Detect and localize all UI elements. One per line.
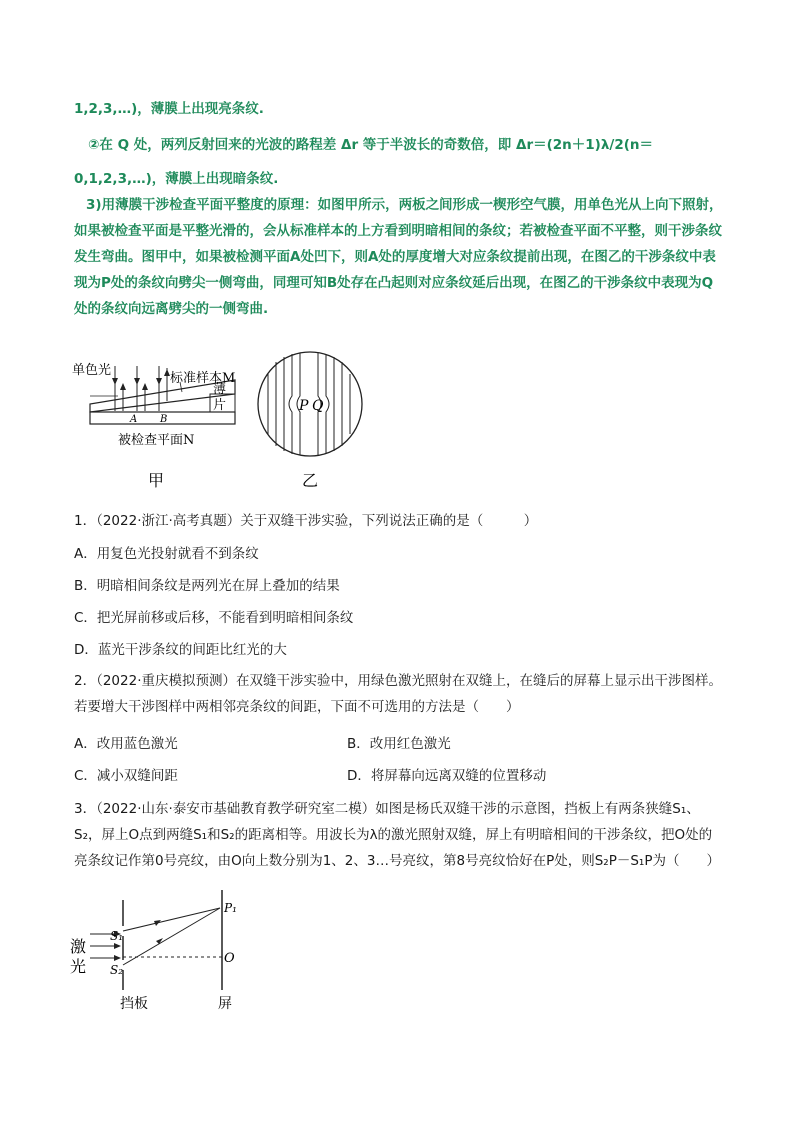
question-2-option-d[interactable]: D．将屏幕向远离双缝的位置移动	[347, 768, 547, 784]
question-3-stem: 3．（2022·山东·泰安市基础教育教学研究室二模）如图是杨氏双缝干涉的示意图，挡板上有两条狭缝S₁、S₂，屏上O点到两缝S₁和S₂的距离相等。用波长为λ的激光照射双缝，屏上有明暗相间的干涉条纹，把O处的亮条纹记作第0号亮纹，由O向上数分别为1、2、3…号亮纹，第8号亮纹恰好在P处，则S₂P－S₁P为（ ）	[74, 801, 720, 869]
label-laser-1: 激	[70, 937, 87, 956]
caption-jia: 甲	[148, 471, 165, 490]
label-q: Q	[312, 398, 324, 414]
label-standard-sample: 标准样本M	[170, 371, 236, 386]
note-line-1: 1,2,3,…)，薄膜上出现亮条纹.	[74, 101, 264, 117]
figure-jia	[72, 362, 235, 490]
question-1-option-b[interactable]: B．明暗相间条纹是两列光在屏上叠加的结果	[74, 578, 340, 594]
question-1-option-d[interactable]: D．蓝光干涉条纹的间距比红光的大	[74, 642, 287, 658]
label-sheet-1: 薄	[213, 382, 227, 397]
figure-yi	[258, 352, 362, 490]
note-paragraph-3: 3)用薄膜干涉检查平面平整度的原理：如图甲所示，两板之间形成一楔形空气膜，用单色光从上向下照射，如果被检查平面是平整光滑的，会从标准样本的上方看到明暗相间的条纹；若被检查平面不平整，则干涉条纹发生弯曲。图甲中，如果被检测平面A处凹下，则A处的厚度增大对应条纹提前出现，在图乙的干涉条纹中表现为P处的条纹向劈尖一侧弯曲，同理可知B处存在凸起则对应条纹延后出现，在图乙的干涉条纹中表现为Q处的条纹向远离劈尖的一侧弯曲.	[74, 197, 723, 317]
label-screen: 屏	[218, 996, 232, 1012]
label-inspected-plane: 被检查平面N	[118, 433, 195, 448]
label-point-a: A	[130, 414, 138, 425]
question-1-stem: 1．（2022·浙江·高考真题）关于双缝干涉实验，下列说法正确的是（ ）	[74, 513, 538, 529]
label-monochromatic-light: 单色光	[72, 363, 112, 378]
figure-double-slit	[70, 890, 260, 1015]
label-s1: S₁	[110, 929, 124, 943]
label-laser-2: 光	[70, 957, 87, 976]
question-1-option-c[interactable]: C．把光屏前移或后移，不能看到明暗相间条纹	[74, 610, 354, 626]
label-baffle: 挡板	[120, 996, 148, 1012]
label-sheet-2: 片	[213, 398, 227, 413]
label-p1: P₁	[224, 901, 237, 915]
label-point-b: B	[160, 414, 168, 425]
caption-yi: 乙	[302, 471, 319, 490]
note-line-2: ②在 Q 处，两列反射回来的光波的路程差 Δr 等于半波长的奇数倍，即 Δr＝(2n＋1)λ/2(n＝	[88, 137, 654, 153]
note-line-3: 0,1,2,3,…)，薄膜上出现暗条纹.	[74, 171, 279, 187]
question-2-option-c[interactable]: C．减小双缝间距	[74, 768, 178, 784]
question-2-stem: 2．（2022·重庆模拟预测）在双缝干涉实验中，用绿色激光照射在双缝上，在缝后的屏幕上显示出干涉图样。若要增大干涉图样中两相邻亮条纹的间距，下面不可选用的方法是（ ）	[74, 673, 722, 715]
label-s2: S₂	[110, 963, 124, 977]
label-p: P	[299, 398, 309, 414]
question-2-option-b[interactable]: B．改用红色激光	[347, 736, 451, 752]
label-o: O	[224, 951, 235, 966]
figure-thin-film	[70, 346, 370, 496]
question-2-option-a[interactable]: A．改用蓝色激光	[74, 736, 178, 752]
question-1-option-a[interactable]: A．用复色光投射就看不到条纹	[74, 546, 259, 562]
